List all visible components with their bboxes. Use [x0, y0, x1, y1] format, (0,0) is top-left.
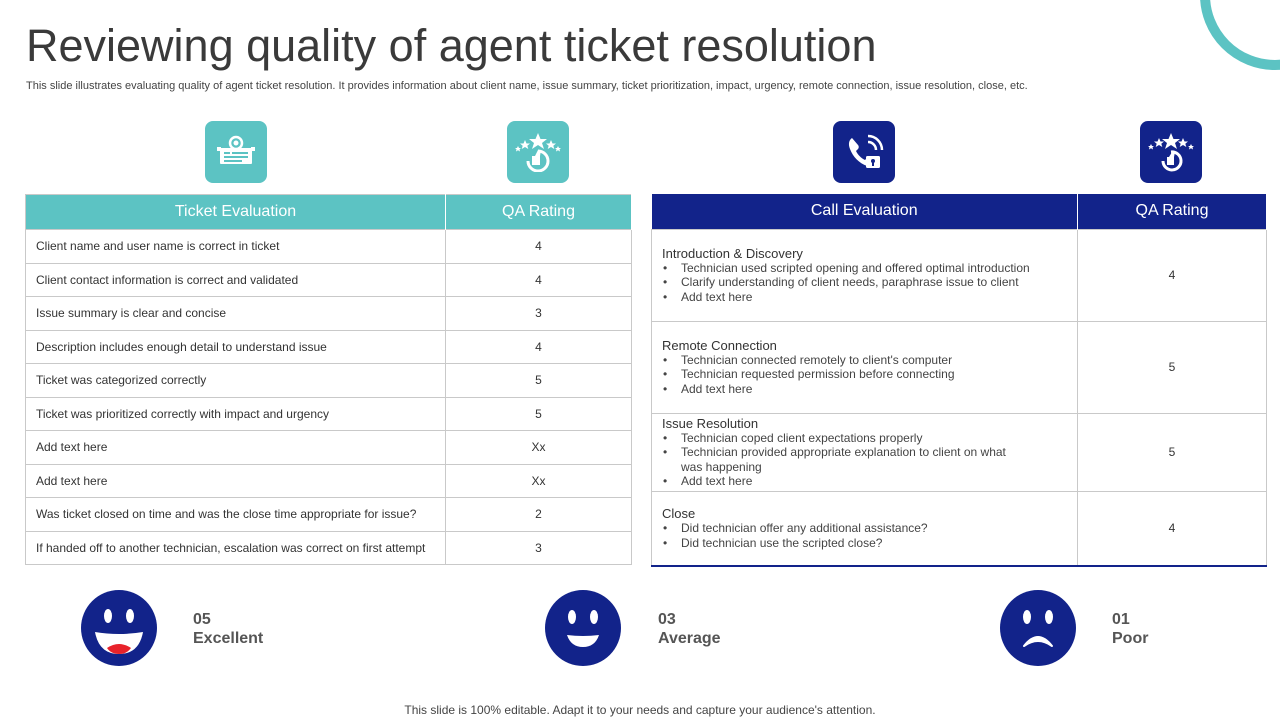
table-row — [26, 531, 632, 565]
rating-hand-icon — [507, 121, 569, 183]
average-label: Average — [658, 630, 721, 647]
qa-rating-value: 5 — [446, 364, 632, 398]
ticket-criterion: Add text here — [26, 464, 446, 498]
average-number: 03 — [658, 611, 676, 628]
bullet-item: • Clarify understanding of client needs, paraphrase issue to client — [662, 275, 1067, 290]
call-criterion — [652, 413, 1078, 491]
bullet-list — [662, 431, 1067, 489]
ticket-evaluation-table — [25, 194, 632, 565]
qa-rating-value: 3 — [446, 297, 632, 331]
table-row — [26, 431, 632, 465]
table-row — [652, 321, 1267, 413]
footer-note: This slide is 100% editable. Adapt it to your needs and capture your audience's attention. — [404, 703, 876, 717]
ticket-criterion: Client name and user name is correct in ticket — [26, 230, 446, 264]
call-criterion — [652, 321, 1078, 413]
call-evaluation-header: Call Evaluation — [652, 194, 1078, 229]
qa-rating-value: 4 — [446, 230, 632, 264]
bullet-item: • Add text here — [662, 382, 1067, 397]
section-title: Introduction & Discovery — [662, 245, 803, 261]
qa-rating-value: 4 — [1078, 491, 1267, 566]
ticket-criterion: Client contact information is correct and validated — [26, 263, 446, 297]
qa-rating-value: 5 — [446, 397, 632, 431]
table-row — [652, 413, 1267, 491]
bullet-list — [662, 521, 1067, 550]
table-row — [26, 498, 632, 532]
table-row — [652, 229, 1267, 321]
table-row — [26, 230, 632, 264]
table-row — [26, 464, 632, 498]
bullet-item: • Technician requested permission before connecting — [662, 367, 1067, 382]
qa-rating-value: Xx — [446, 464, 632, 498]
sad-face-icon — [1000, 590, 1076, 666]
section-title: Issue Resolution — [662, 415, 759, 431]
ticket-criterion: Description includes enough detail to understand issue — [26, 330, 446, 364]
table-row — [26, 397, 632, 431]
ticket-criterion: Add text here — [26, 431, 446, 465]
table-row — [26, 297, 632, 331]
qa-rating-header: QA Rating — [446, 195, 632, 230]
call-evaluation-table — [651, 194, 1267, 567]
qa-rating-value: 5 — [1078, 413, 1267, 491]
bullet-item: • Technician coped client expectations properly — [662, 431, 1067, 446]
qa-rating-value: 5 — [1078, 321, 1267, 413]
laughing-face-icon — [81, 590, 157, 666]
table-row — [26, 330, 632, 364]
bullet-item: • Add text here — [662, 290, 1067, 305]
table-row — [652, 491, 1267, 566]
qa-rating-value: Xx — [446, 431, 632, 465]
table-row — [26, 364, 632, 398]
bullet-list — [662, 353, 1067, 397]
section-title: Remote Connection — [662, 337, 777, 353]
bullet-item: • Add text here — [662, 474, 1067, 489]
decorative-arc — [1200, 0, 1280, 70]
qa-rating-value: 4 — [446, 263, 632, 297]
page-subtitle: This slide illustrates evaluating quality of agent ticket resolution. It provides information about client name, issue summary, ticket prioritization, impact, urgency, remote connection, issue resolution, close, etc. — [26, 80, 1028, 92]
bullet-item: • Technician used scripted opening and offered optimal introduction — [662, 261, 1067, 276]
qa-rating-header: QA Rating — [1078, 194, 1267, 229]
bullet-list — [662, 261, 1067, 305]
ticket-criterion: Ticket was prioritized correctly with impact and urgency — [26, 397, 446, 431]
poor-label: Poor — [1112, 630, 1149, 647]
bullet-item: • Did technician offer any additional assistance? — [662, 521, 1067, 536]
ticket-criterion: If handed off to another technician, escalation was correct on first attempt — [26, 531, 446, 565]
ticket-evaluation-header: Ticket Evaluation — [26, 195, 446, 230]
ticket-criterion: Ticket was categorized correctly — [26, 364, 446, 398]
table-row — [26, 263, 632, 297]
qa-rating-value: 4 — [1078, 229, 1267, 321]
call-criterion — [652, 229, 1078, 321]
ticket-criterion: Was ticket closed on time and was the close time appropriate for issue? — [26, 498, 446, 532]
poor-number: 01 — [1112, 611, 1130, 628]
phone-lock-icon — [833, 121, 895, 183]
ticket-criterion: Issue summary is clear and concise — [26, 297, 446, 331]
qa-rating-value: 4 — [446, 330, 632, 364]
stars-hand-icon — [1140, 121, 1202, 183]
section-title: Close — [662, 506, 696, 522]
smiling-face-icon — [545, 590, 621, 666]
qa-rating-value: 2 — [446, 498, 632, 532]
certificate-icon — [205, 121, 267, 183]
call-criterion — [652, 491, 1078, 566]
bullet-item: • Technician provided appropriate explanation to client on what was happening — [662, 445, 1067, 474]
bullet-item: • Technician connected remotely to client's computer — [662, 353, 1067, 368]
bullet-item: • Did technician use the scripted close? — [662, 536, 1067, 551]
excellent-label: Excellent — [193, 630, 264, 647]
qa-rating-value: 3 — [446, 531, 632, 565]
page-title: Reviewing quality of agent ticket resolution — [26, 20, 877, 71]
excellent-number: 05 — [193, 611, 211, 628]
